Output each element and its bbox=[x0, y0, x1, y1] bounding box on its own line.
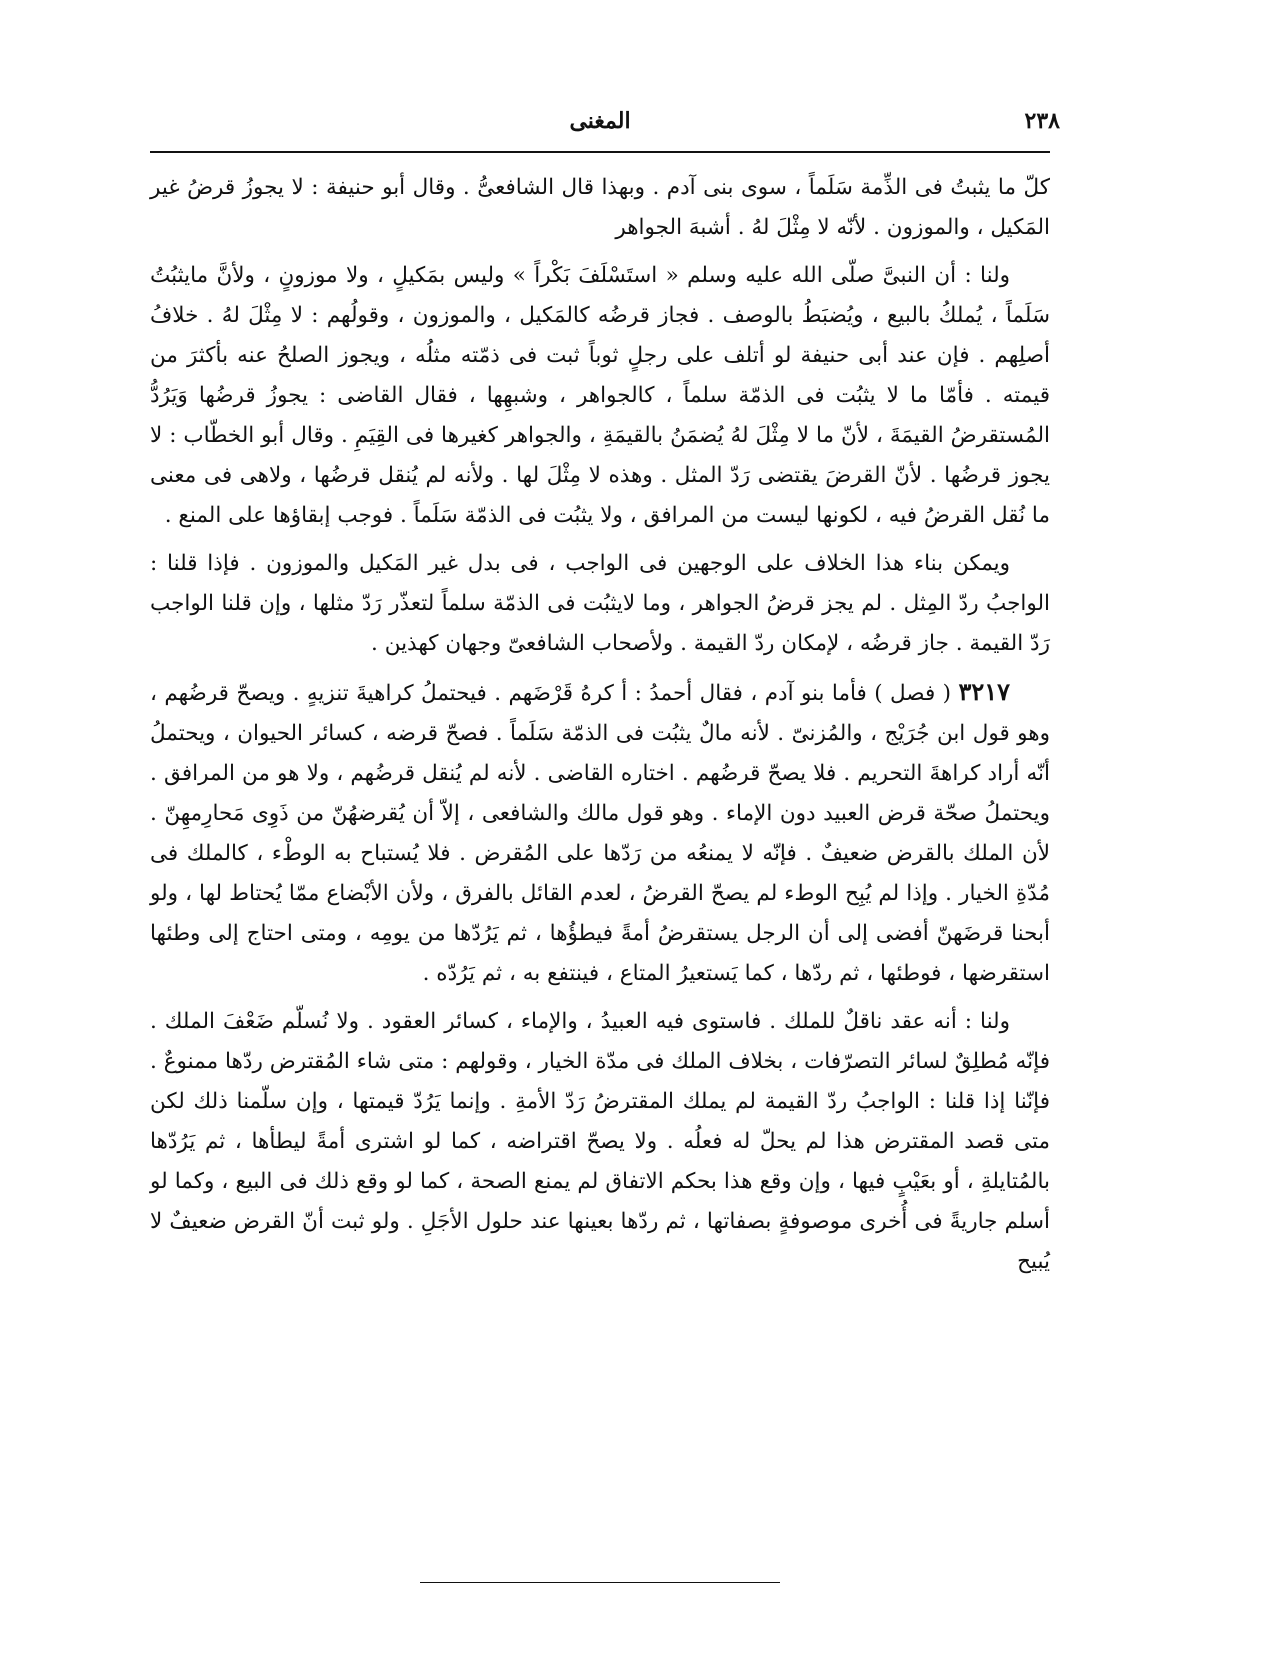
page-number: ٢٣٨ bbox=[1024, 108, 1060, 134]
paragraph: ولنا : أن النبىَّ صلّى الله عليه وسلم « استَسْلَفَ بَكْراً » وليس بمَكيلٍ ، ولا موزونٍ ، ولأنَّ مايثبُتُ سَلَماً ، يُملكُ بالبيع ، ويُضبَطُ بالوصف . فجاز قرضُه كالمَكيل ، والموزون ، وقولُهم : لا مِثْلَ لهُ . خلافُ أصلِهم . فإن عند أبى حنيفة لو أتلف على رجلٍ ثوباً ثبت فى ذمّته مثلُه ، ويجوز الصلحُ عنه بأكثرَ من قيمته . فأمّا ما لا يثبُت فى الذمّة سلماً ، كالجواهر ، وشبهِها ، فقال القاضى : يجوزُ قرضُها وَيَرُدُّ المُستقرضُ القيمَةَ ، لأنّ ما لا مِثْلَ لهُ يُضمَنُ بالقيمَةِ ، والجواهر كغيرها فى القِيَمِ . وقال أبو الخطّاب : لا يجوز قرضُها . لأنّ القرضَ يقتضى رَدّ المثل . وهذه لا مِثْلَ لها . ولأنه لم يُنقل قرضُها ، ولاهى فى معنى ما نُقل القرضُ فيه ، لكونها ليست من المرافق ، ولا يثبُت فى الذمّة سَلَماً . فوجب إبقاؤها على المنع . bbox=[150, 263, 1050, 528]
section-paragraph bbox=[150, 672, 1050, 994]
footer-rule bbox=[420, 1582, 780, 1583]
running-title: المغنى bbox=[569, 108, 631, 134]
header-rule bbox=[150, 151, 1050, 153]
section-text: ( فصل ) فأما بنو آدم ، فقال أحمدُ : أ كرهُ قَرْضَهم . فيحتملُ كراهيةَ تنزيهٍ . ويصحّ قرضُهم ، وهو قول ابن جُرَيْج ، والمُزنىّ . لأنه مالٌ يثبُت فى الذمّة سَلَماً . فصحّ قرضه ، كسائر الحيوان ، ويحتملُ أنّه أراد كراهةَ التحريم . فلا يصحّ قرضُهم . اختاره القاضى . لأنه لم يُنقل قرضُهم ، ولا هو من المرافق . ويحتملُ صحّة قرض العبيد دون الإماء . وهو قول مالك والشافعى ، إلاّ أن يُقرضهُنّ من ذَوِى مَحارِمهِنّ . لأن الملك بالقرض ضعيفٌ . فإنّه لا يمنعُه من رَدّها على المُقرض . فلا يُستباح به الوطْء ، كالملك فى مُدّةِ الخيار . وإذا لم يُبِح الوطء لم يصحّ القرضُ ، لعدم القائل بالفرق ، ولأن الأبْضاع ممّا يُحتاط لها ، ولو أبحنا قرضَهنّ أفضى إلى أن الرجل يستقرضُ أمةً فيطؤُها ، ثم يَرُدّها من يومِه ، ومتى احتاج إلى وطئها استقرضها ، فوطئها ، ثم ردّها ، كما يَستعيرُ المتاع ، فينتفع به ، ثم يَرُدّه . bbox=[150, 681, 1050, 986]
section-number: ٣٢١٧ bbox=[958, 677, 1010, 706]
page-header bbox=[150, 100, 1060, 140]
body-text bbox=[150, 168, 1050, 1290]
paragraph: كلّ ما يثبتُ فى الذِّمة سَلَماً ، سوى بنى آدم . وبهذا قال الشافعىُّ . وقال أبو حنيفة : لا يجوزُ قرضُ غير المَكيل ، والموزون . لأنّه لا مِثْلَ لهُ . أشبهَ الجواهر bbox=[150, 175, 1050, 240]
paragraph: ولنا : أنه عقد ناقلٌ للملك . فاستوى فيه العبيدُ ، والإماء ، كسائر العقود . ولا نُسلّم ضَعْفَ الملك . فإنّه مُطلِقٌ لسائر التصرّفات ، بخلاف الملك فى مدّة الخيار ، وقولهم : متى شاء المُقترض ردّها ممنوعٌ . فإنّنا إذا قلنا : الواجبُ ردّ القيمة لم يملك المقترضُ رَدّ الأمةِ . وإنما يَرُدّ قيمتها ، وإن سلّمنا ذلك لكن متى قصد المقترض هذا لم يحلّ له فعلُه . ولا يصحّ اقتراضه ، كما لو اشترى أمةً ليطأها ، ثم يَرُدّها بالمُتايلةِ ، أو بعَيْبٍ فيها ، وإن وقع هذا بحكم الاتفاق لم يمنع الصحة ، كما لو وقع ذلك فى البيع ، وكما لو أسلم جاريةً فى أُخرى موصوفةٍ بصفاتها ، ثم ردّها بعينها عند حلول الأجَلِ . ولو ثبت أنّ القرض ضعيفٌ لا يُبيح bbox=[150, 1009, 1050, 1274]
paragraph: ويمكن بناء هذا الخلاف على الوجهين فى الواجب ، فى بدل غير المَكيل والموزون . فإذا قلنا : الواجبُ ردّ المِثل . لم يجز قرضُ الجواهر ، وما لايثبُت فى الذمّة سلماً لتعذّر رَدّ مثلها ، وإن قلنا الواجب رَدّ القيمة . جاز قرضُه ، لإمكان ردّ القيمة . ولأصحاب الشافعىّ وجهان كهذين . bbox=[150, 551, 1050, 656]
